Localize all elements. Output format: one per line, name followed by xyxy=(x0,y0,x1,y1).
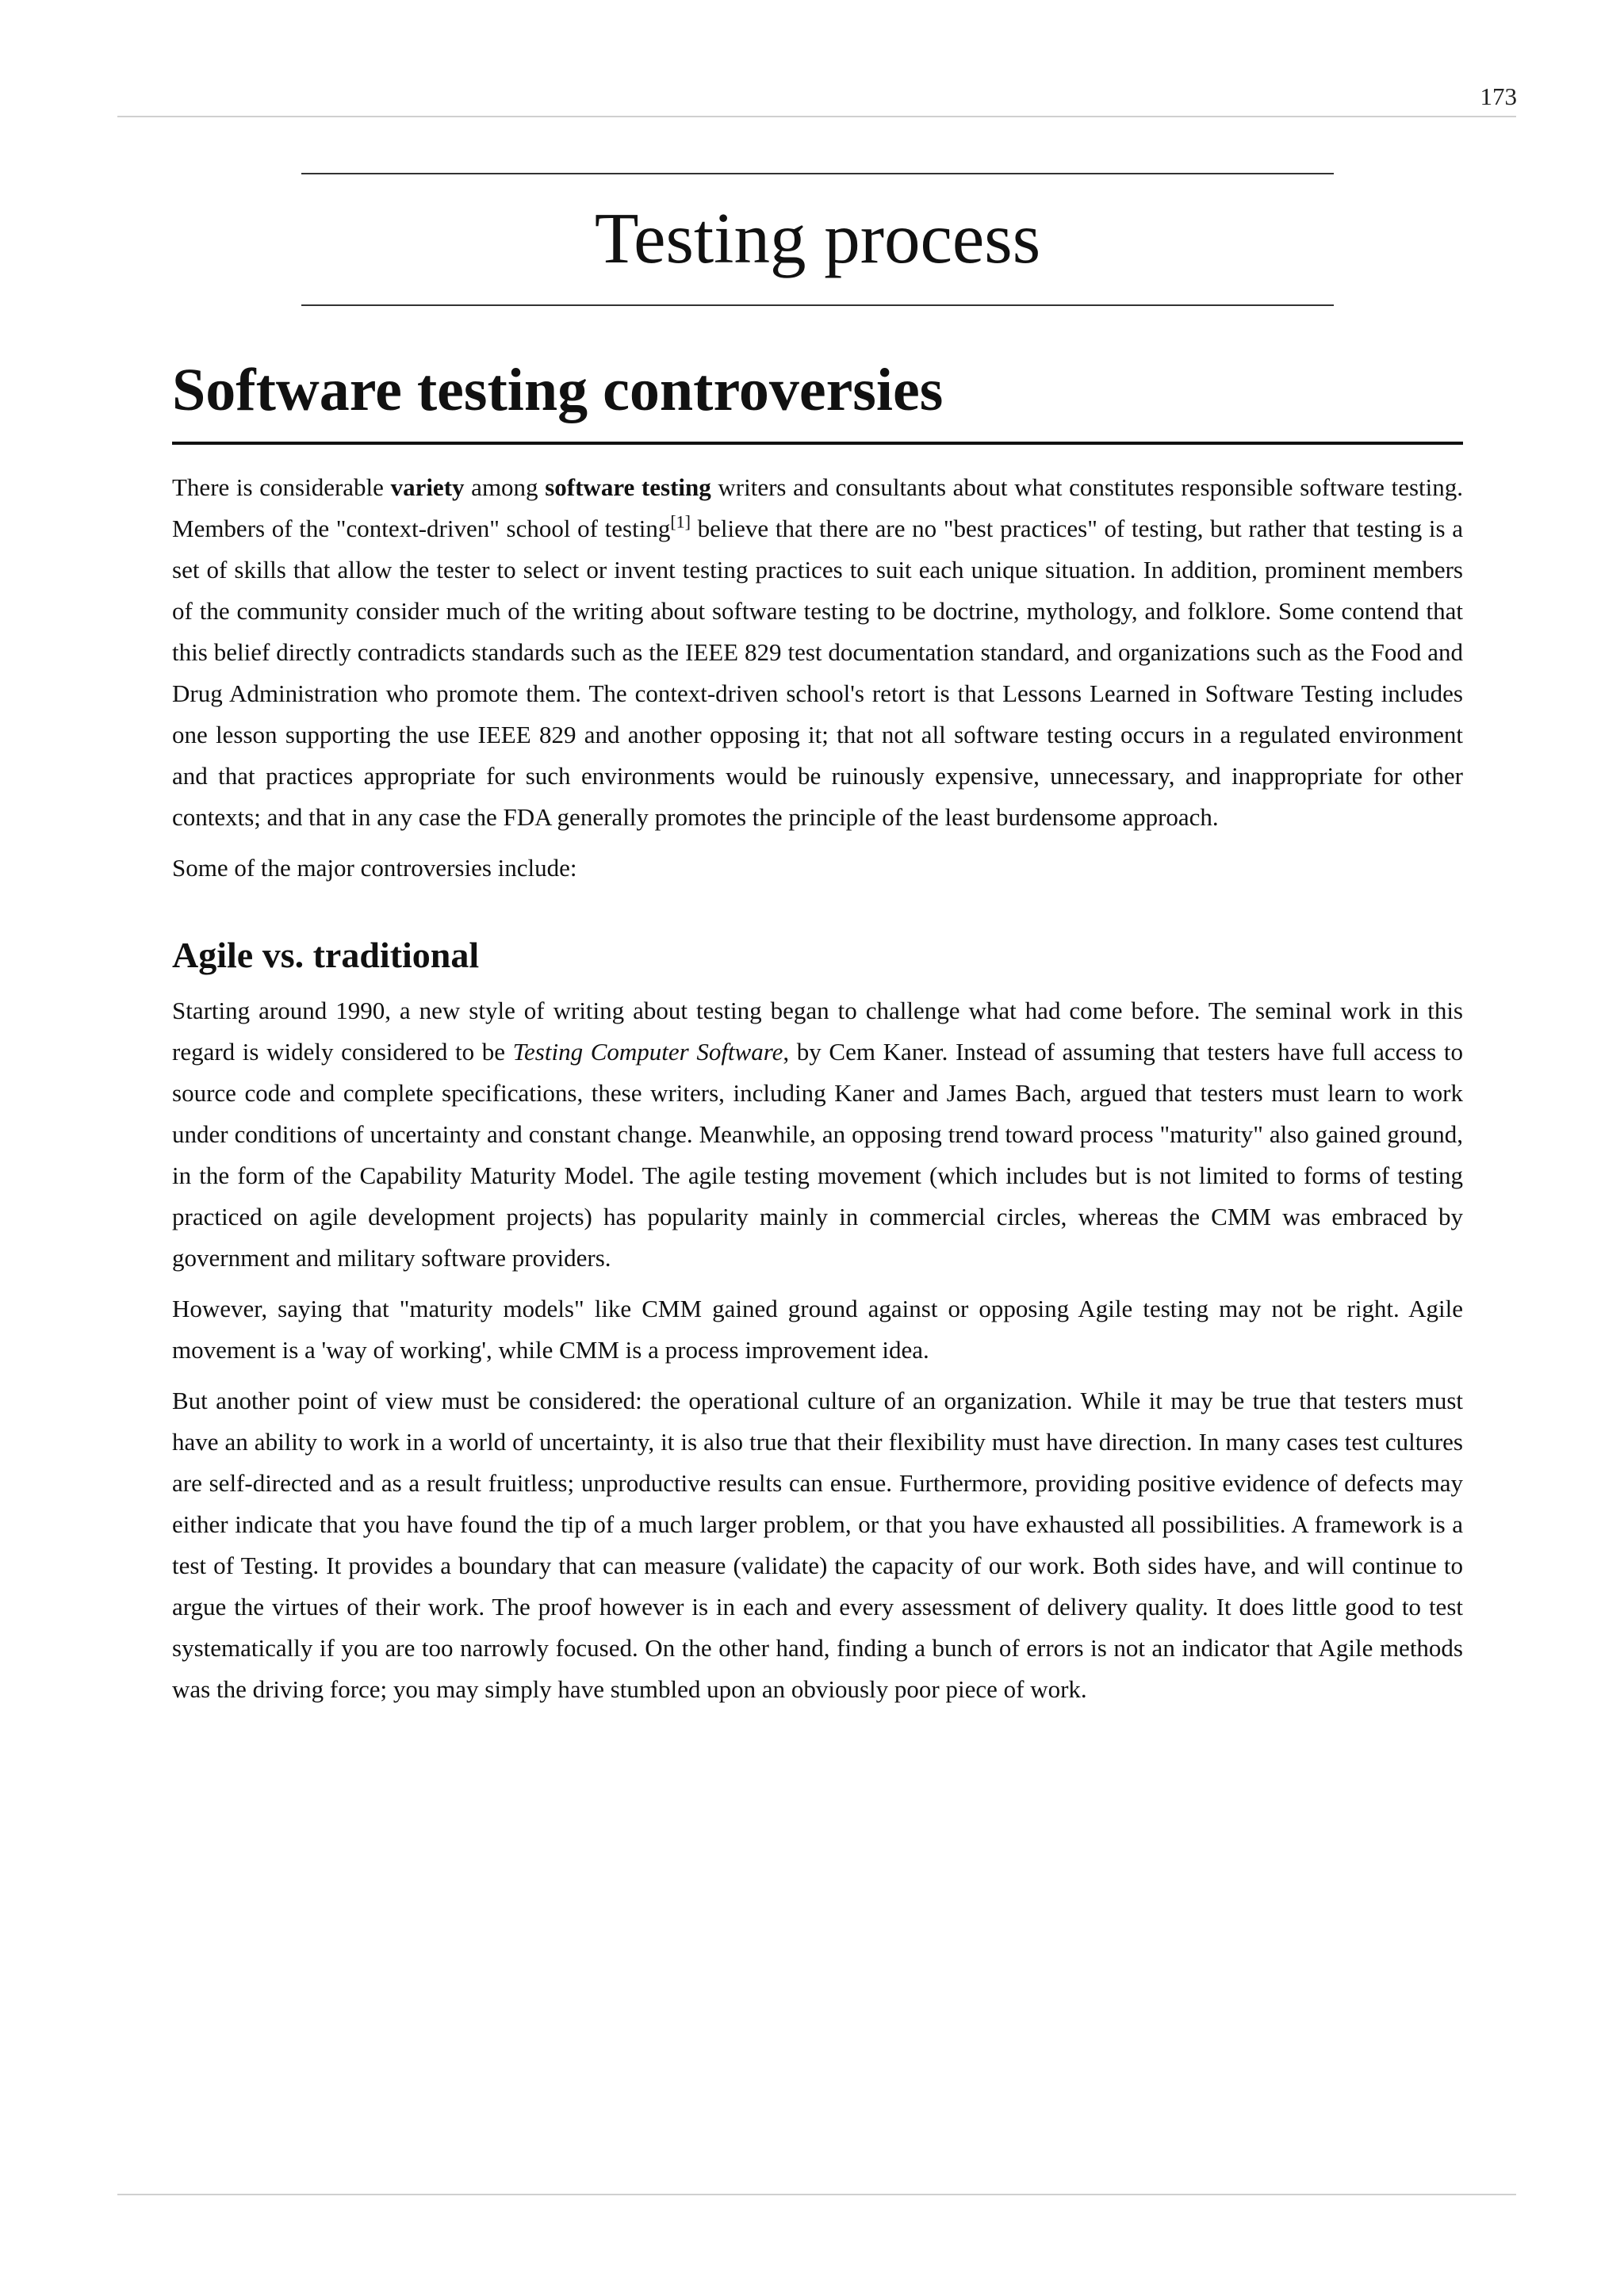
subsection-title: Agile vs. traditional xyxy=(172,935,480,975)
intro-paragraph xyxy=(172,467,1463,838)
intro-text-3: writers and consultants about what constitutes responsible software testing. Members of the "context-driven" school of testing xyxy=(172,473,1463,542)
page-number: 173 xyxy=(1480,82,1517,110)
chapter-rule-bottom xyxy=(301,304,1334,306)
agile-paragraph-3: But another point of view must be considered: the operational culture of an organization. While it may be true that testers must have an ability to work in a world of uncertainty, it is also true that their flexibility must have direction. In many cases test cultures are self-directed and as a result fruitless; unproductive results can ensue. Furthermore, providing positive evidence of defects may either indicate that you have found the tip of a much larger problem, or that you have exhausted all possibilities. A framework is a test of Testing. It provides a boundary that can measure (validate) the capacity of our work. Both sides have, and will continue to argue the virtues of their work. The proof however is in each and every assessment of delivery quality. It does little good to test systematically if you are too narrowly focused. On the other hand, finding a bunch of errors is not an indicator that Agile methods was the driving force; you may simply have stumbled upon an obviously poor piece of work. xyxy=(172,1387,1463,1703)
agile-p1-text-1: Starting around 1990, a new style of writing about testing began to challenge what had come before. The seminal work in this regard is widely considered to be xyxy=(172,997,1463,1066)
agile-paragraph-2: However, saying that "maturity models" like CMM gained ground against or opposing Agile testing may not be right. Agile movement is a 'way of working', while CMM is a process improvement idea. xyxy=(172,1295,1463,1364)
intro-text-2: among xyxy=(464,473,546,501)
intro-text-1: There is considerable xyxy=(172,473,391,501)
chapter-title: Testing process xyxy=(594,198,1041,278)
citation-1[interactable]: [1] xyxy=(670,511,691,532)
footer-rule xyxy=(117,2194,1516,2195)
page-content xyxy=(172,349,1463,1710)
intro-bold-variety: variety xyxy=(390,473,465,501)
chapter-rule-top xyxy=(301,173,1334,174)
agile-p1-text-2: , by Cem Kaner. Instead of assuming that testers have full access to source code and complete specifications, these writers, including Kaner and James Bach, argued that testers must learn to work under conditions of uncertainty and constant change. Meanwhile, an opposing trend toward process "maturity" also gained ground, in the form of the Capability Maturity Model. The agile testing movement (which includes but is not limited to forms of testing practiced on agile development projects) has popularity mainly in commercial circles, whereas the CMM was embraced by government and military software providers. xyxy=(172,1038,1463,1272)
section-title: Software testing controversies xyxy=(172,349,1463,445)
intro-bold-software-testing: software testing xyxy=(545,473,711,501)
intro-text-4: believe that there are no "best practices" of testing, but rather that testing is a set of skills that allow the tester to select or invent testing practices to suit each unique situation. In addition, prominent members of the community consider much of the writing about software testing to be doctrine, mythology, and folklore. Some contend that this belief directly contradicts standards such as the IEEE 829 test documentation standard, and organizations such as the Food and Drug Administration who promote them. The context-driven school's retort is that Lessons Learned in Software Testing includes one lesson supporting the use IEEE 829 and another opposing it; that not all software testing occurs in a regulated environment and that practices appropriate for such environments would be ruinously expensive, unnecessary, and inappropriate for other contexts; and that in any case the FDA generally promotes the principle of the least burdensome approach. xyxy=(172,515,1463,831)
agile-paragraph-1 xyxy=(172,990,1463,1279)
header-rule xyxy=(117,116,1516,117)
lead-in-paragraph: Some of the major controversies include: xyxy=(172,854,577,882)
book-title-italic: Testing Computer Software xyxy=(512,1038,783,1066)
